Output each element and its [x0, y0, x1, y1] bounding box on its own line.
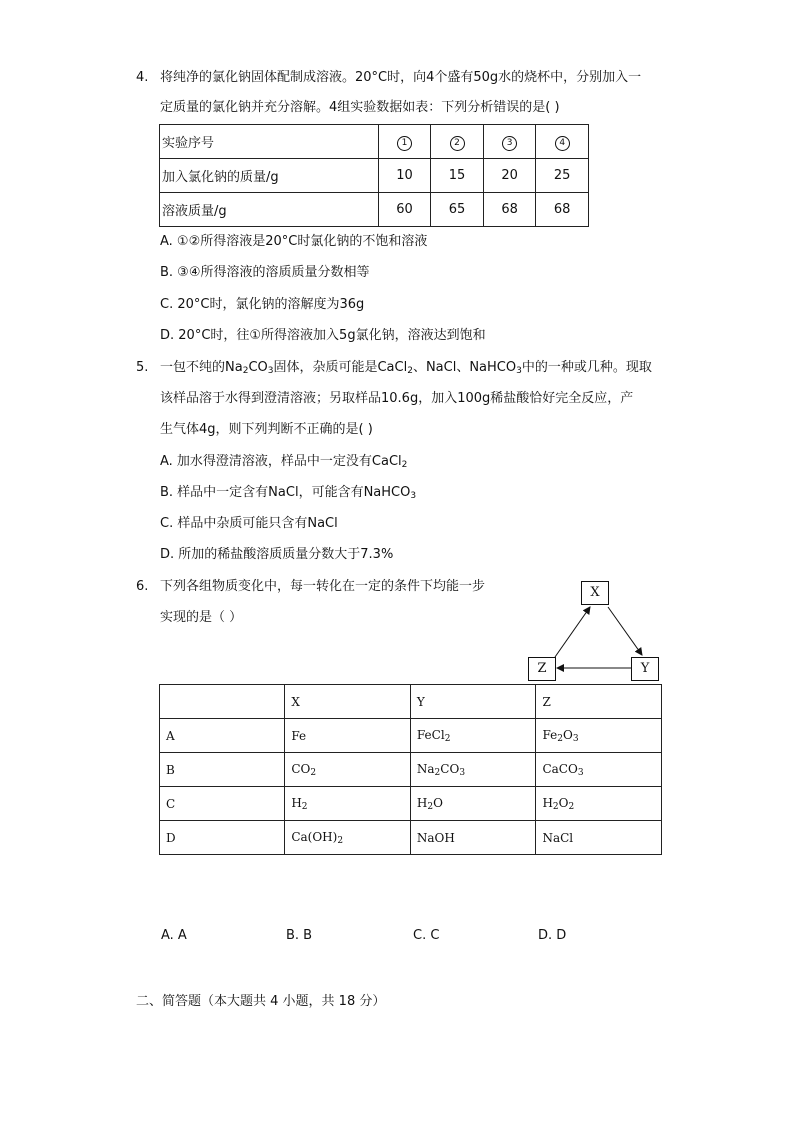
- question-4-line-2: 定质量的氯化钠并充分溶解。4组实验数据如表：下列分析错误的是( ): [160, 100, 560, 115]
- table-cell: [431, 125, 484, 159]
- table-cell: [483, 125, 536, 159]
- circled-number: 3: [502, 136, 517, 151]
- table-cell: Fe: [285, 719, 411, 753]
- section-heading-short-answer: 二、简答题（本大题共 4 小题，共 18 分）: [136, 994, 386, 1009]
- table-cell: [378, 125, 431, 159]
- diagram-node-x: X: [581, 581, 609, 605]
- question-5-option-d[interactable]: D. 所加的稀盐酸溶质质量分数大于7.3%: [160, 547, 394, 562]
- question-6-answer-a[interactable]: A. A: [161, 928, 187, 943]
- question-4-line-1: 将纯净的氯化钠固体配制成溶液。20°C时，向4个盛有50g水的烧杯中，分别加入一: [160, 70, 642, 85]
- table-row: [160, 193, 589, 227]
- table-cell: CaCO$_3$: [536, 753, 662, 787]
- table-row: [160, 787, 662, 821]
- table-row: [160, 719, 662, 753]
- table-header-cell: [160, 685, 285, 719]
- arrow-x-to-y: [608, 607, 642, 655]
- table-cell: 20: [483, 159, 536, 193]
- table-cell: 15: [431, 159, 484, 193]
- table-cell: A: [160, 719, 285, 753]
- table-cell: B: [160, 753, 285, 787]
- diagram-node-y: Y: [631, 657, 659, 681]
- table-cell: 10: [378, 159, 431, 193]
- question-4-option-d[interactable]: D. 20°C时，往①所得溶液加入5g氯化钠，溶液达到饱和: [160, 328, 486, 343]
- table-cell: $Fe_2O_3$: [536, 719, 662, 753]
- table-cell: 65: [431, 193, 484, 227]
- arrow-z-to-x: [555, 607, 590, 657]
- circled-number: 2: [450, 136, 465, 151]
- table-row: [160, 821, 662, 855]
- table-cell: $H_2O$: [410, 787, 536, 821]
- table-cell: C: [160, 787, 285, 821]
- table-cell: [536, 125, 589, 159]
- table-header-cell: 溶液质量/g: [160, 193, 379, 227]
- diagram-node-z: Z: [528, 657, 556, 681]
- question-4-option-b[interactable]: B. ③④所得溶液的溶质质量分数相等: [160, 265, 370, 280]
- question-5-line-1: 一包不纯的$Na_2CO_3$固体，杂质可能是CaCl$_2$、NaCl、NaHCO$_3$中的一种或几种。现取: [160, 360, 652, 376]
- table-cell: NaCl: [536, 821, 662, 855]
- table-header-cell: Z: [536, 685, 662, 719]
- table-cell: 68: [483, 193, 536, 227]
- table-cell: 60: [378, 193, 431, 227]
- circled-number: 4: [555, 136, 570, 151]
- question-4-option-c[interactable]: C. 20°C时，氯化钠的溶解度为36g: [160, 297, 365, 312]
- table-row: [160, 125, 589, 159]
- question-6-answer-d[interactable]: D. D: [538, 928, 567, 943]
- table-cell: $H_2$: [285, 787, 411, 821]
- table-cell: 25: [536, 159, 589, 193]
- table-cell: $Na_2CO_3$: [410, 753, 536, 787]
- table-cell: $Ca(OH)_2$: [285, 821, 411, 855]
- question-5-option-b[interactable]: B. 样品中一定含有NaCl，可能含有NaHCO$_3$: [160, 485, 417, 501]
- table-header-cell: 加入氯化钠的质量/g: [160, 159, 379, 193]
- table-cell: $CO_2$: [285, 753, 411, 787]
- table-row: [160, 753, 662, 787]
- question-5-option-c[interactable]: C. 样品中杂质可能只含有NaCl: [160, 516, 338, 531]
- circled-number: 1: [397, 136, 412, 151]
- table-cell: FeCl$_2$: [410, 719, 536, 753]
- question-5-option-a[interactable]: A. 加水得澄清溶液，样品中一定没有CaCl$_2$: [160, 454, 408, 470]
- question-4-number: 4.: [136, 70, 149, 85]
- question-5-line-2: 该样品溶于水得到澄清溶液；另取样品10.6g，加入100g稀盐酸恰好完全反应，产: [160, 391, 634, 406]
- table-header-cell: 实验序号: [160, 125, 379, 159]
- question-6-line-1: 下列各组物质变化中，每一转化在一定的条件下均能一步: [160, 579, 486, 594]
- question-4-data-table: [159, 124, 589, 227]
- question-6-answer-b[interactable]: B. B: [286, 928, 313, 943]
- question-6-answer-c[interactable]: C. C: [413, 928, 440, 943]
- question-4-option-a[interactable]: A. ①②所得溶液是20°C时氯化钠的不饱和溶液: [160, 234, 428, 249]
- question-5-number: 5.: [136, 360, 149, 375]
- question-5-line-3: 生气体4g，则下列判断不正确的是( ): [160, 422, 373, 437]
- table-row: [160, 685, 662, 719]
- table-header-cell: X: [285, 685, 411, 719]
- question-6-table: [159, 684, 662, 855]
- question-6-line-2: 实现的是（ ）: [160, 610, 243, 625]
- table-header-cell: Y: [410, 685, 536, 719]
- table-row: [160, 159, 589, 193]
- table-cell: D: [160, 821, 285, 855]
- table-cell: $H_2O_2$: [536, 787, 662, 821]
- question-6-number: 6.: [136, 579, 149, 594]
- table-cell: NaOH: [410, 821, 536, 855]
- table-cell: 68: [536, 193, 589, 227]
